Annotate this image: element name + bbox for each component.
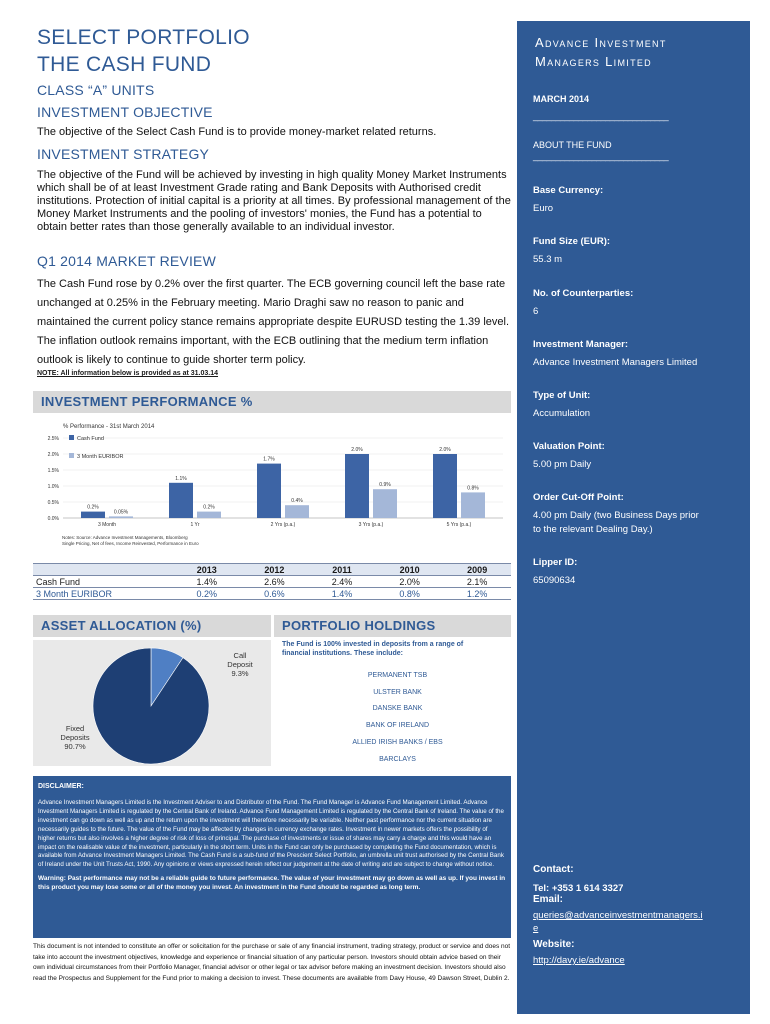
table-header-row (33, 564, 511, 576)
bar-data-label: 0.2% (87, 504, 99, 511)
holdings-intro: The Fund is 100% invested in deposits from a range of financial institutions. These include: (282, 641, 464, 657)
fixed-deposits-value: 90.7% (64, 742, 86, 751)
table-header-year: 2012 (241, 564, 309, 576)
chart-method-note: Single Pricing, Net of fees, Income Reinvested, Performance in Euro (62, 541, 199, 546)
bar-cash-fund (169, 483, 193, 518)
bar-data-label: 0.4% (291, 498, 303, 505)
fixed-deposits-label: Fixed (65, 724, 85, 733)
call-deposit-label: Call (233, 651, 247, 660)
holding-item: BARCLAYS (379, 756, 416, 763)
about-fund-heading: ABOUT THE FUND (533, 140, 612, 150)
page-title-line1: SELECT PORTFOLIO (37, 26, 250, 49)
bar-euribor (197, 512, 221, 518)
y-tick-label: 0.5% (47, 500, 59, 506)
bar-data-label: 0.8% (467, 485, 479, 492)
performance-heading: INVESTMENT PERFORMANCE % (33, 391, 511, 413)
fund-size-value: 55.3 m (533, 254, 563, 265)
brand-logo (535, 33, 667, 71)
divider: ______________________________ (533, 151, 669, 161)
lipper-id-label: Lipper ID: (533, 557, 578, 568)
strategy-heading: INVESTMENT STRATEGY (37, 146, 210, 162)
valuation-point-value: 5.00 pm Daily (533, 459, 592, 470)
holding-item: BANK OF IRELAND (365, 722, 429, 729)
valuation-point-label: Valuation Point: (533, 441, 605, 452)
annual-performance-table (33, 563, 511, 600)
x-tick-label: 3 Month (97, 522, 117, 528)
table-cell: 0.8% (376, 588, 444, 600)
class-units-heading: CLASS “A” UNITS (37, 82, 155, 98)
bar-data-label: 1.1% (175, 475, 187, 482)
portfolio-holdings-heading: PORTFOLIO HOLDINGS (274, 615, 511, 637)
website-link[interactable]: http://davy.ie/advance (533, 955, 625, 966)
bar-data-label: 0.2% (203, 504, 215, 511)
x-tick-label: 2 Yrs (p.a.) (270, 522, 296, 528)
table-cell: 1.2% (443, 588, 511, 600)
bar-data-label: 0.9% (379, 482, 391, 489)
bar-data-label: 2.0% (439, 447, 451, 453)
email-label: Email: (533, 894, 564, 905)
cutoff-value: 4.00 pm Daily (two Business Days prior (533, 510, 699, 521)
base-currency-label: Base Currency: (533, 185, 604, 196)
call-deposit-label: Deposit (227, 660, 253, 669)
contact-label: Contact: (533, 864, 574, 875)
bar-data-label: 2.0% (351, 447, 363, 453)
strategy-text: The objective of the Fund will be achieved by investing in high quality Money Market Instruments which shall be of at least Investment Grade rating and Bank Deposits with Authorised credit institutions. Protection of initial capital is a priority at all times. By professional management of the Money Market Instruments and the pooling of investors' monies, the Fund has a potential to obtain better rates than those generally available to an individual investor. (37, 169, 511, 233)
table-cell: 2.6% (241, 576, 309, 588)
table-cell: 2.0% (376, 576, 444, 588)
bar-cash-fund (345, 454, 369, 518)
y-tick-label: 2.0% (47, 452, 59, 458)
table-row (33, 576, 511, 588)
table-row (33, 588, 511, 600)
x-tick-label: 1 Yr (190, 522, 200, 528)
data-date-note: NOTE: All information below is provided as at 31.03.14 (37, 370, 219, 377)
footer-note: This document is not intended to constitute an offer or solicitation for the purchase or sale of any financial instrument, trading strategy, product or service and does not take into account the investment objectives, knowledge and experience or financial situation of any particular person. Investors should obtain advice based on their own individual circumstances from their Portfolio Manager, financial advisor or other legal or tax advisor before making an investment decision. Investors should also read the Prospectus and Supplement for the Fund prior to making a decision to invest. These documents are available from Davy House, 49 Dawson Street, Dublin 2. (33, 943, 511, 982)
y-tick-label: 2.5% (47, 436, 59, 442)
divider: ______________________________ (533, 111, 669, 121)
row-label: 3 Month EURIBOR (33, 588, 173, 600)
legend-label: 3 Month EURIBOR (77, 454, 124, 460)
chart-source-note: Notes: Source: Advance Investment Managements, Bloomberg (62, 535, 188, 540)
y-tick-label: 0.0% (47, 516, 59, 522)
holding-item: PERMANENT TSB (367, 672, 428, 679)
bar-data-label: 0.05% (113, 509, 129, 516)
table-header-blank (33, 564, 173, 576)
table-cell: 2.4% (308, 576, 376, 588)
disclaimer-warning: Warning: Past performance may not be a reliable guide to future performance. The value of your investment may go down as well as up. If you invest in this product you may lose some or all of the money you invest. An investment in the Fund should be regarded as long term. (38, 875, 506, 892)
disclaimer-text: Advance Investment Managers Limited is the Investment Adviser to and Distributor of the Fund. The Fund Manager is Advance Fund Management Limited. Advance Investment Managers Limited is regulated by the Central Bank of Ireland. Advance Fund Management Limited is regulated by the Central Bank of Ireland. The value of the investment can go down as well as up and the return upon the investment will therefore necessarily be variable. Neither past performance nor the current situation are necessarily guides to the future. The value of the Fund may be affected by changes in currency exchange rates. Investment in newer markets offers the possibility of higher returns but also involves a higher degree of risk of loss of principal. The purchase of investments or issue of shares may carry a charge and this would have an impact on the realisable value of the investment, particularly in the short term. Units in the Fund can only be purchased by completing the Fund documentation, which is available from Advance Investment Managers Limited. The Cash Fund is a sub-fund of the Prescient Select Portfolio, an umbrella unit trust authorised by the Central Bank of Ireland under the Unit Trusts Act, 1990. Any opinions or views expressed herein reflect our judgement at the date of writing and are subject to change without notice. (38, 799, 504, 869)
table-header-year: 2010 (376, 564, 444, 576)
email-link-continued[interactable]: e (533, 923, 539, 934)
x-tick-label: 3 Yrs (p.a.) (358, 522, 384, 528)
bar-data-label: 1.7% (263, 456, 275, 463)
investment-manager-value: Advance Investment Managers Limited (533, 357, 698, 368)
table-cell: 1.4% (308, 588, 376, 600)
fixed-deposits-label: Deposits (60, 733, 90, 742)
pie-slice-fixed-deposits (93, 648, 209, 764)
page-title-line2: THE CASH FUND (37, 53, 212, 76)
review-text: The Cash Fund rose by 0.2% over the first quarter. The ECB governing council left the base rate unchanged at 0.25% in the February meeting. Mario Draghi saw no reason to panic and maintained the current policy stance remains appropriate despite EURUSD testing the 1.39 level. The inflation outlook remains important, with the ECB outlining that the medium term inflation outlook is likely to continue to guide shorter term policy. (37, 278, 510, 366)
bar-euribor (461, 492, 485, 518)
cutoff-value: to the relevant Dealing Day.) (533, 524, 653, 535)
fund-size-label: Fund Size (EUR): (533, 236, 611, 247)
report-date: MARCH 2014 (533, 94, 590, 104)
legend-label: Cash Fund (77, 436, 104, 442)
y-tick-label: 1.0% (47, 484, 59, 490)
holding-item: ULSTER BANK (373, 689, 422, 696)
holding-item: ALLIED IRISH BANKS / EBS (352, 739, 443, 746)
bar-euribor (285, 505, 309, 518)
holding-item: DANSKE BANK (372, 705, 423, 712)
bar-cash-fund (433, 454, 457, 518)
table-header-year: 2011 (308, 564, 376, 576)
row-label: Cash Fund (33, 576, 173, 588)
unit-type-value: Accumulation (533, 408, 591, 419)
legend-swatch (69, 453, 74, 458)
table-cell: 2.1% (443, 576, 511, 588)
x-tick-label: 5 Yrs (p.a.) (446, 522, 472, 528)
bar-cash-fund (257, 464, 281, 518)
table-cell: 1.4% (173, 576, 241, 588)
disclaimer-box (33, 776, 511, 938)
bar-cash-fund (81, 512, 105, 518)
brand-line: Managers Limited (535, 54, 652, 69)
bar-euribor (373, 489, 397, 518)
objective-text: The objective of the Select Cash Fund is to provide money-market related returns. (37, 126, 437, 138)
fund-facts-sidebar (517, 21, 750, 1014)
contact-phone[interactable]: Tel: +353 1 614 3327 (533, 883, 624, 894)
base-currency-value: Euro (533, 203, 554, 214)
cutoff-label: Order Cut-Off Point: (533, 492, 624, 503)
y-tick-label: 1.5% (47, 468, 59, 474)
email-link[interactable]: queries@advanceinvestmentmanagers.i (533, 910, 703, 921)
legend-swatch (69, 435, 74, 440)
investment-manager-label: Investment Manager: (533, 339, 629, 350)
website-label: Website: (533, 939, 575, 950)
counterparties-label: No. of Counterparties: (533, 288, 634, 299)
brand-line: Advance Investment (535, 35, 667, 50)
asset-allocation-pie-chart (33, 640, 271, 766)
unit-type-label: Type of Unit: (533, 390, 591, 401)
table-header-year: 2009 (443, 564, 511, 576)
call-deposit-value: 9.3% (231, 669, 249, 678)
review-heading: Q1 2014 MARKET REVIEW (37, 253, 217, 269)
asset-allocation-heading: ASSET ALLOCATION (%) (33, 615, 271, 637)
objective-heading: INVESTMENT OBJECTIVE (37, 104, 213, 120)
table-cell: 0.6% (241, 588, 309, 600)
counterparties-value: 6 (533, 306, 539, 317)
table-cell: 0.2% (173, 588, 241, 600)
table-header-year: 2013 (173, 564, 241, 576)
disclaimer-heading: DISCLAIMER: (38, 783, 84, 790)
bar-euribor (109, 516, 133, 518)
chart-title: % Performance - 31st March 2014 (63, 424, 155, 430)
lipper-id-value: 65090634 (533, 575, 576, 586)
